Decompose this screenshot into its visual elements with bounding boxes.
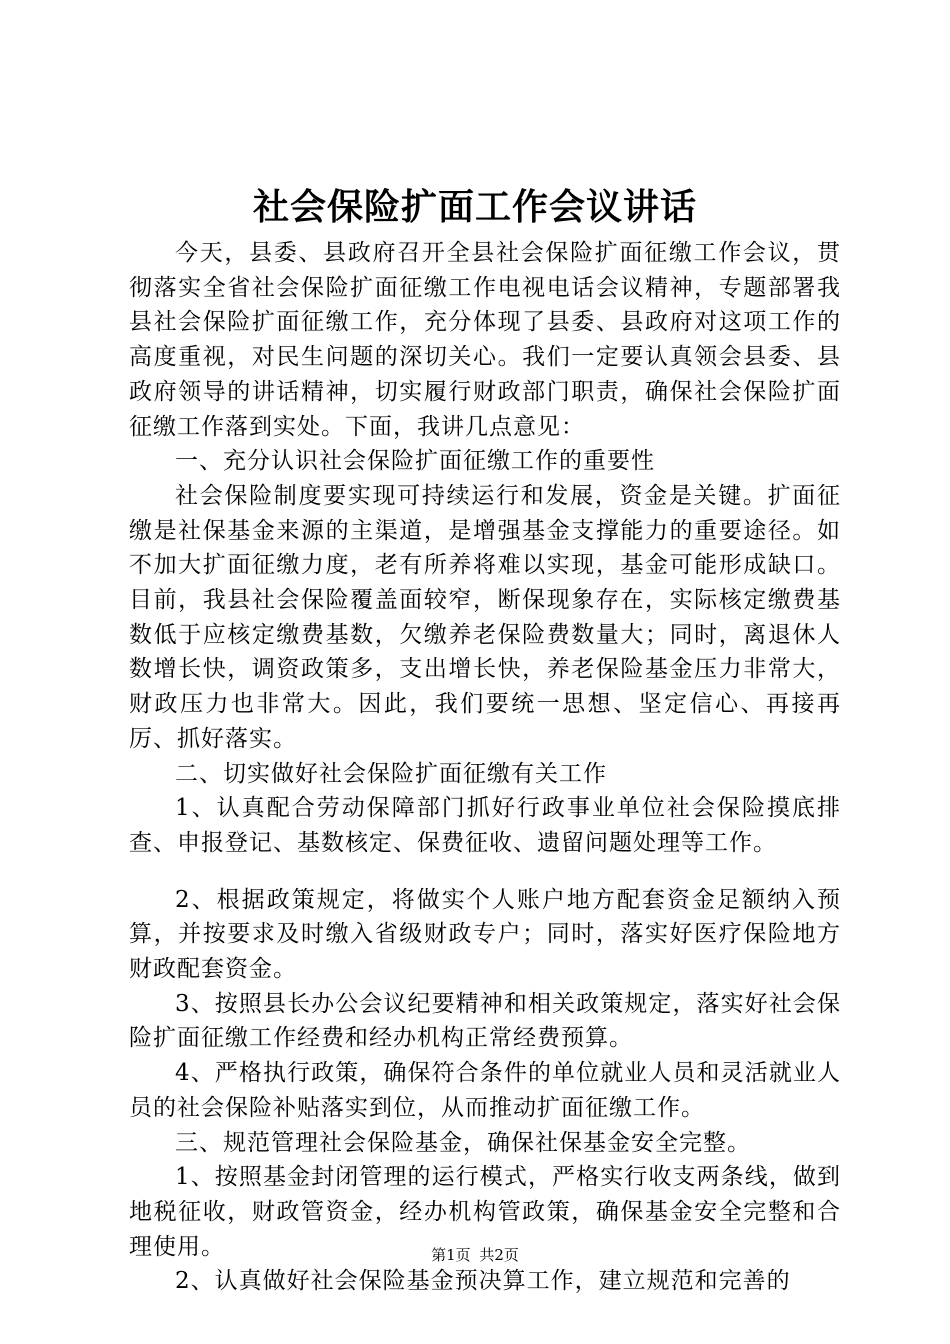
- page-total: 共2页: [479, 1246, 519, 1264]
- document-body: [129, 236, 841, 1299]
- section-2-item-2: 2、根据政策规定，将做实个人账户地方配套资金足额纳入预算，并按要求及时缴入省级财政专户；同时，落实好医疗保险地方财政配套资金。: [129, 886, 841, 983]
- section-2-item-4: 4、严格执行政策，确保符合条件的单位就业人员和灵活就业人员的社会保险补贴落实到位，从而推动扩面征缴工作。: [129, 1060, 841, 1121]
- section-heading-1: 一、充分认识社会保险扩面征缴工作的重要性: [175, 448, 655, 475]
- section-2-item-3: 3、按照县长办公会议纪要精神和相关政策规定，落实好社会保险扩面征缴工作经费和经办机构正常经费预算。: [129, 990, 841, 1052]
- intro-paragraph: 今天，县委、县政府召开全县社会保险扩面征缴工作会议，贯彻落实全省社会保险扩面征缴工作电视电话会议精神，专题部署我县社会保险扩面征缴工作，充分体现了县委、县政府对这项工作的高度重视，对民生问题的深切关心。我们一定要认真领会县委、县政府领导的讲话精神，切实履行财政部门职责，确保社会保险扩面征缴工作落到实处。下面，我讲几点意见：: [129, 240, 841, 440]
- page-number: 第1页: [431, 1246, 471, 1264]
- section-heading-3: 三、规范管理社会保险基金，确保社保基金安全完整。: [175, 1129, 751, 1156]
- document-title: 社会保险扩面工作会议讲话: [252, 187, 697, 228]
- page-footer: [0, 1245, 950, 1265]
- section-2-item-1: 1、认真配合劳动保障部门抓好行政事业单位社会保险摸底排查、申报登记、基数核定、保费征收、遗留问题处理等工作。: [129, 795, 841, 856]
- section-3-item-1: 1、按照基金封闭管理的运行模式，严格实行收支两条线，做到地税征收，财政管资金，经办机构管政策，确保基金安全完整和合理使用。: [129, 1164, 841, 1260]
- section-1-paragraph: 社会保险制度要实现可持续运行和发展，资金是关键。扩面征缴是社保基金来源的主渠道，是增强基金支撑能力的重要途径。如不加大扩面征缴力度，老有所养将难以实现，基金可能形成缺口。目前，我县社会保险覆盖面较窄，断保现象存在，实际核定缴费基数低于应核定缴费基数，欠缴养老保险费数量大；同时，离退休人数增长快，调资政策多，支出增长快，养老保险基金压力非常大，财政压力也非常大。因此，我们要统一思想、坚定信心、再接再厉、抓好落实。: [129, 482, 841, 752]
- section-heading-2: 二、切实做好社会保险扩面征缴有关工作: [175, 760, 607, 787]
- section-3-item-2: 2、认真做好社会保险基金预决算工作，建立规范和完善的: [175, 1268, 791, 1295]
